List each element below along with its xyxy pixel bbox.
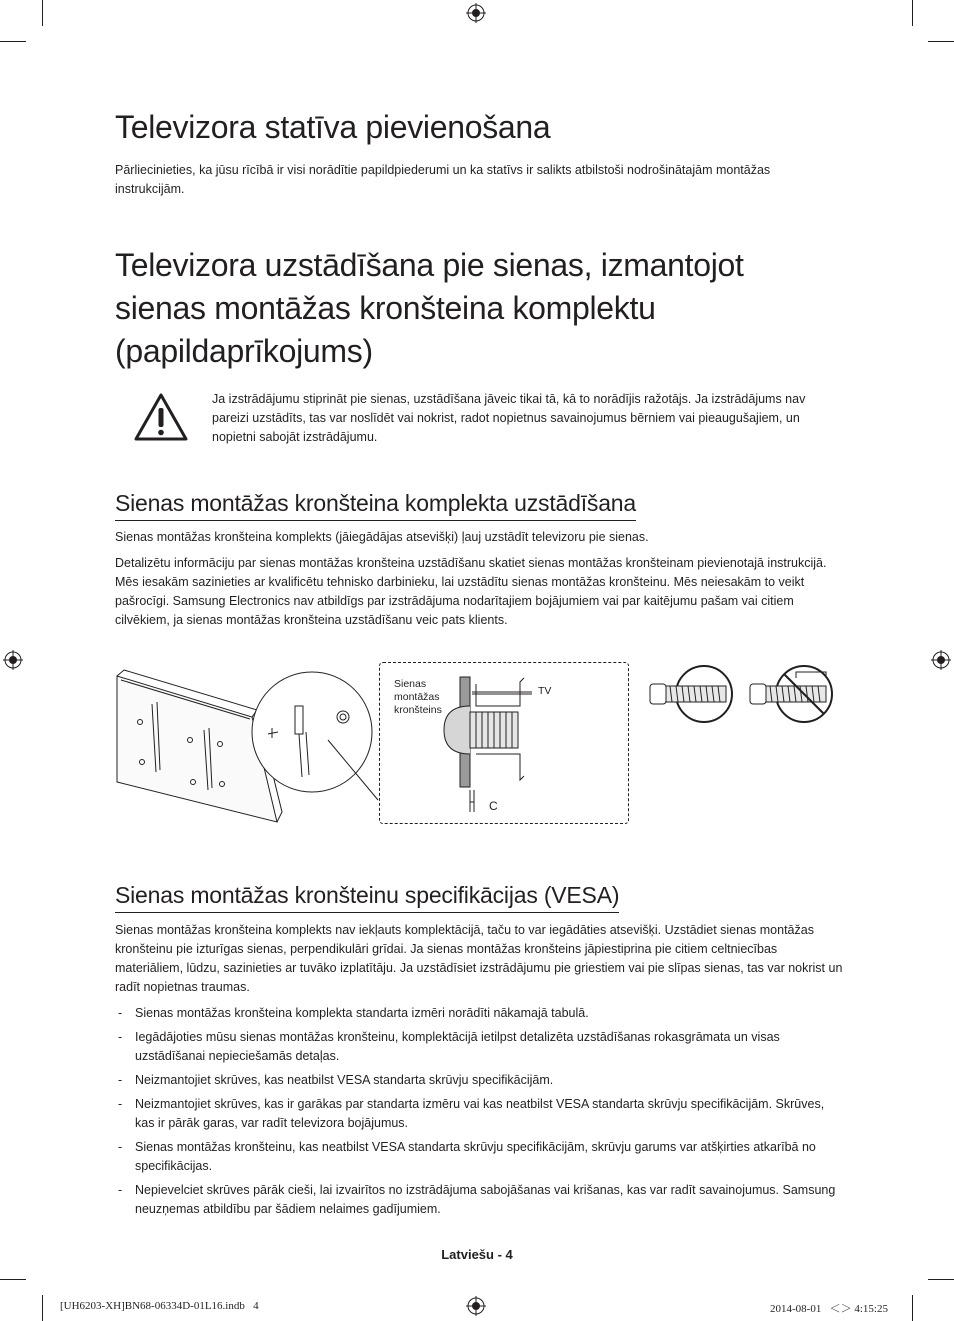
screw-incorrect-illustration bbox=[740, 664, 840, 724]
crop-mark bbox=[0, 1279, 26, 1280]
dimension-c-label: C bbox=[489, 799, 498, 813]
vesa-paragraph: Sienas montāžas kronšteina komplekts nav iekļauts komplektācijā, taču to var iegādāties atsevišķi. Uzstādiet sienas montāžas kronšteinu pie izturīgas sienas, perpendikulāri grīdai. Ja sienas montāžas kronšteins jāpiestiprina pie citiem celtniecības materiāliem, lūdzu, sazinieties ar tuvāko izplatītāju. Ja uzstādīsiet izstrādājumu pie griestiem vai pie slīpas sienas, tas var nokrist un radīt nopietnas traumas. bbox=[115, 923, 843, 994]
list-item: - Sienas montāžas kronšteina komplekta standarta izmēri norādīti nākamajā tabulā. bbox=[115, 1004, 845, 1023]
vesa-heading bbox=[115, 882, 619, 913]
kit-heading bbox=[115, 490, 636, 521]
screw-correct-illustration bbox=[640, 664, 740, 724]
crop-mark bbox=[42, 0, 43, 26]
file-info: [UH6203-XH]BN68-06334D-01L16.indb 4 bbox=[60, 1300, 259, 1312]
warning-icon bbox=[133, 392, 189, 442]
tv-label: TV bbox=[538, 685, 552, 697]
list-item: - Nepievelciet skrūves pārāk cieši, lai izvairītos no izstrādājuma sabojāšanas vai krišanas, kas var radīt savainojumus. Samsung neuzņemas atbildību par šādiem nelaimes gadījumiem. bbox=[115, 1181, 845, 1219]
kit-heading-text: Sienas montāžas kronšteina komplekta uzstādīšana bbox=[115, 490, 636, 521]
registration-mark-icon bbox=[3, 650, 23, 670]
bracket-label-2: montāžas bbox=[394, 691, 440, 703]
crop-mark bbox=[928, 41, 954, 42]
list-item: - Iegādājoties mūsu sienas montāžas kronšteinu, komplektācijā ietilpst detalizēta uzstādīšanas rokasgrāmata un visas uzstādīšanai nepieciešamās detaļas. bbox=[115, 1028, 845, 1066]
screw-cross-section-illustration bbox=[430, 672, 550, 820]
list-item: - Neizmantojiet skrūves, kas ir garākas par standarta izmēru vai kas neatbilst VESA standarta skrūvju specifikācijām. Skrūves, kas ir pārāk garas, var radīt televizora bojājumus. bbox=[115, 1095, 845, 1133]
crop-mark bbox=[0, 41, 26, 42]
vesa-bullet-list bbox=[115, 1004, 845, 1219]
vesa-heading-text: Sienas montāžas kronšteinu specifikācijas (VESA) bbox=[115, 882, 619, 913]
crop-mark bbox=[928, 1279, 954, 1280]
crop-mark bbox=[912, 1295, 913, 1321]
print-timestamp: 2014-08-01 ＜＞ 4:15:25 bbox=[770, 1303, 888, 1315]
bracket-zoom-illustration bbox=[250, 662, 380, 802]
kit-paragraph-1: Sienas montāžas kronšteina komplekts (jāiegādājas atsevišķi) ļauj uzstādīt televizoru pie sienas. bbox=[115, 530, 649, 544]
bracket-label-1: Sienas bbox=[394, 678, 427, 690]
warning-text: Ja izstrādājumu stiprināt pie sienas, uzstādīšana jāveic tikai tā, kā to norādījis ražotājs. Ja izstrādājums nav pareizi uzstādīts, tas var noslīdēt vai nokrist, radot nopietnus savainojumus bērniem vai pieaugušajiem, un nopietni sabojāt izstrādājumu. bbox=[212, 392, 806, 444]
page-number-label: Latviešu - 4 bbox=[441, 1247, 513, 1262]
registration-mark-icon bbox=[931, 650, 951, 670]
list-item: - Neizmantojiet skrūves, kas neatbilst VESA standarta skrūvju specifikācijām. bbox=[115, 1071, 845, 1090]
intro-text: Pārliecinieties, ka jūsu rīcībā ir visi norādītie papildpiederumi un ka statīvs ir salikts atbilstoši nodrošinātajām montāžas instrukcijām. bbox=[115, 163, 771, 196]
crop-mark bbox=[42, 1295, 43, 1321]
registration-mark-icon bbox=[466, 1296, 486, 1316]
bracket-label-3: kronšteins bbox=[394, 704, 442, 716]
registration-mark-icon bbox=[466, 3, 486, 23]
list-item: - Sienas montāžas kronšteinu, kas neatbilst VESA standarta skrūvju specifikācijām, skrūvju garums var atšķirties atkarībā no specifikācijas. bbox=[115, 1138, 845, 1176]
page-title: Televizora statīva pievienošana bbox=[115, 109, 551, 145]
crop-mark bbox=[912, 0, 913, 26]
kit-paragraph-2: Detalizētu informāciju par sienas montāžas kronšteina uzstādīšanu skatiet sienas montāžas kronšteinam pievienotajā instrukcijā. Mēs iesakām sazinieties ar kvalificētu tehnisko darbinieku, lai uzstādītu sienas montāžas kronšteinu. Mēs neiesakām to veikt pašrocīgi. Samsung Electronics nav atbildīgs par izstrādājuma nodarītajiem bojājumiem vai par kaitējumu pašam vai citiem cilvēkiem, ja sienas montāžas kronšteina uzstādīšanu veic pats klients. bbox=[115, 556, 827, 627]
section-title: Televizora uzstādīšana pie sienas, izmantojot sienas montāžas kronšteina komplektu (papildaprīkojums) bbox=[115, 247, 744, 369]
